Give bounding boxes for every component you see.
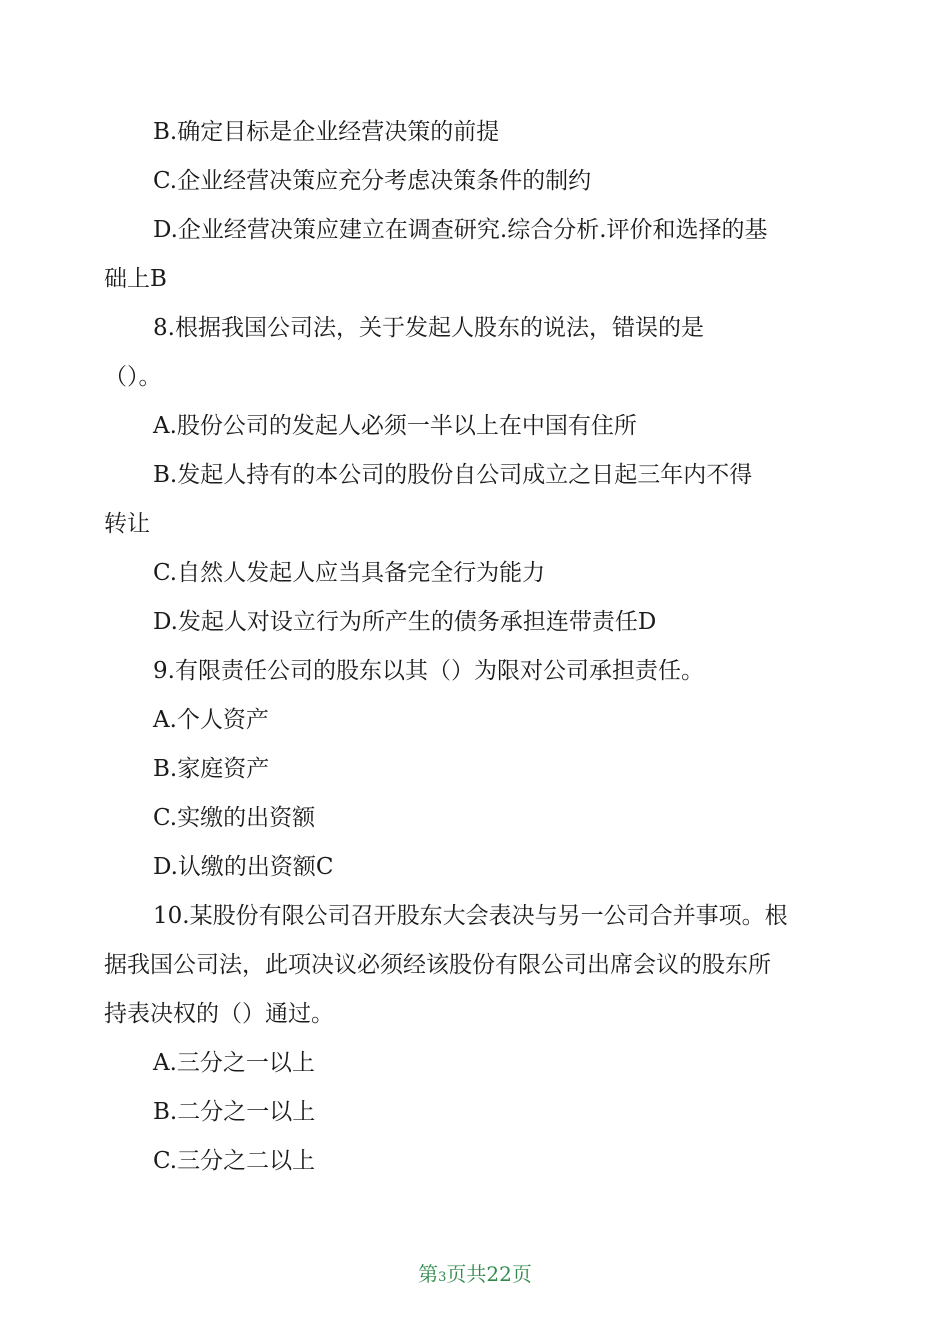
text-line: D.发起人对设立行为所产生的债务承担连带责任D xyxy=(153,609,657,635)
text-line: C.实缴的出资额 xyxy=(153,805,316,831)
text-line: （）。 xyxy=(104,364,162,390)
text-line: 础上B xyxy=(104,266,167,292)
footer-suffix: 页 xyxy=(511,1262,532,1286)
footer-page-number: 3 xyxy=(438,1270,447,1285)
text-line: A.股份公司的发起人必须一半以上在中国有住所 xyxy=(153,413,637,439)
text-line: B.发起人持有的本公司的股份自公司成立之日起三年内不得 xyxy=(153,462,753,488)
text-line: B.家庭资产 xyxy=(153,756,270,782)
text-line: D.企业经营决策应建立在调查研究.综合分析.评价和选择的基 xyxy=(153,217,768,243)
footer-middle: 页共 xyxy=(446,1262,487,1286)
text-line: 8.根据我国公司法，关于发起人股东的说法，错误的是 xyxy=(153,315,704,341)
text-line: C.自然人发起人应当具备完全行为能力 xyxy=(153,560,546,586)
text-line: B.确定目标是企业经营决策的前提 xyxy=(153,119,500,145)
text-line: 9.有限责任公司的股东以其（）为限对公司承担责任。 xyxy=(153,658,704,684)
text-line: 持表决权的（）通过。 xyxy=(104,1001,334,1027)
page-footer xyxy=(0,1258,950,1287)
text-line: D.认缴的出资额C xyxy=(153,854,334,880)
text-line: B.二分之一以上 xyxy=(153,1099,316,1125)
text-line: C.三分之二以上 xyxy=(153,1148,316,1174)
text-line: 转让 xyxy=(104,511,150,537)
text-line: A.个人资产 xyxy=(153,707,269,733)
text-line: C.企业经营决策应充分考虑决策条件的制约 xyxy=(153,168,592,194)
footer-total-pages: 22 xyxy=(486,1262,512,1286)
footer-prefix: 第 xyxy=(418,1262,439,1286)
text-line: A.三分之一以上 xyxy=(153,1050,315,1076)
document-body xyxy=(104,108,844,1186)
text-line: 10.某股份有限公司召开股东大会表决与另一公司合并事项。根 xyxy=(153,903,788,929)
text-line: 据我国公司法，此项决议必须经该股份有限公司出席会议的股东所 xyxy=(104,952,771,978)
